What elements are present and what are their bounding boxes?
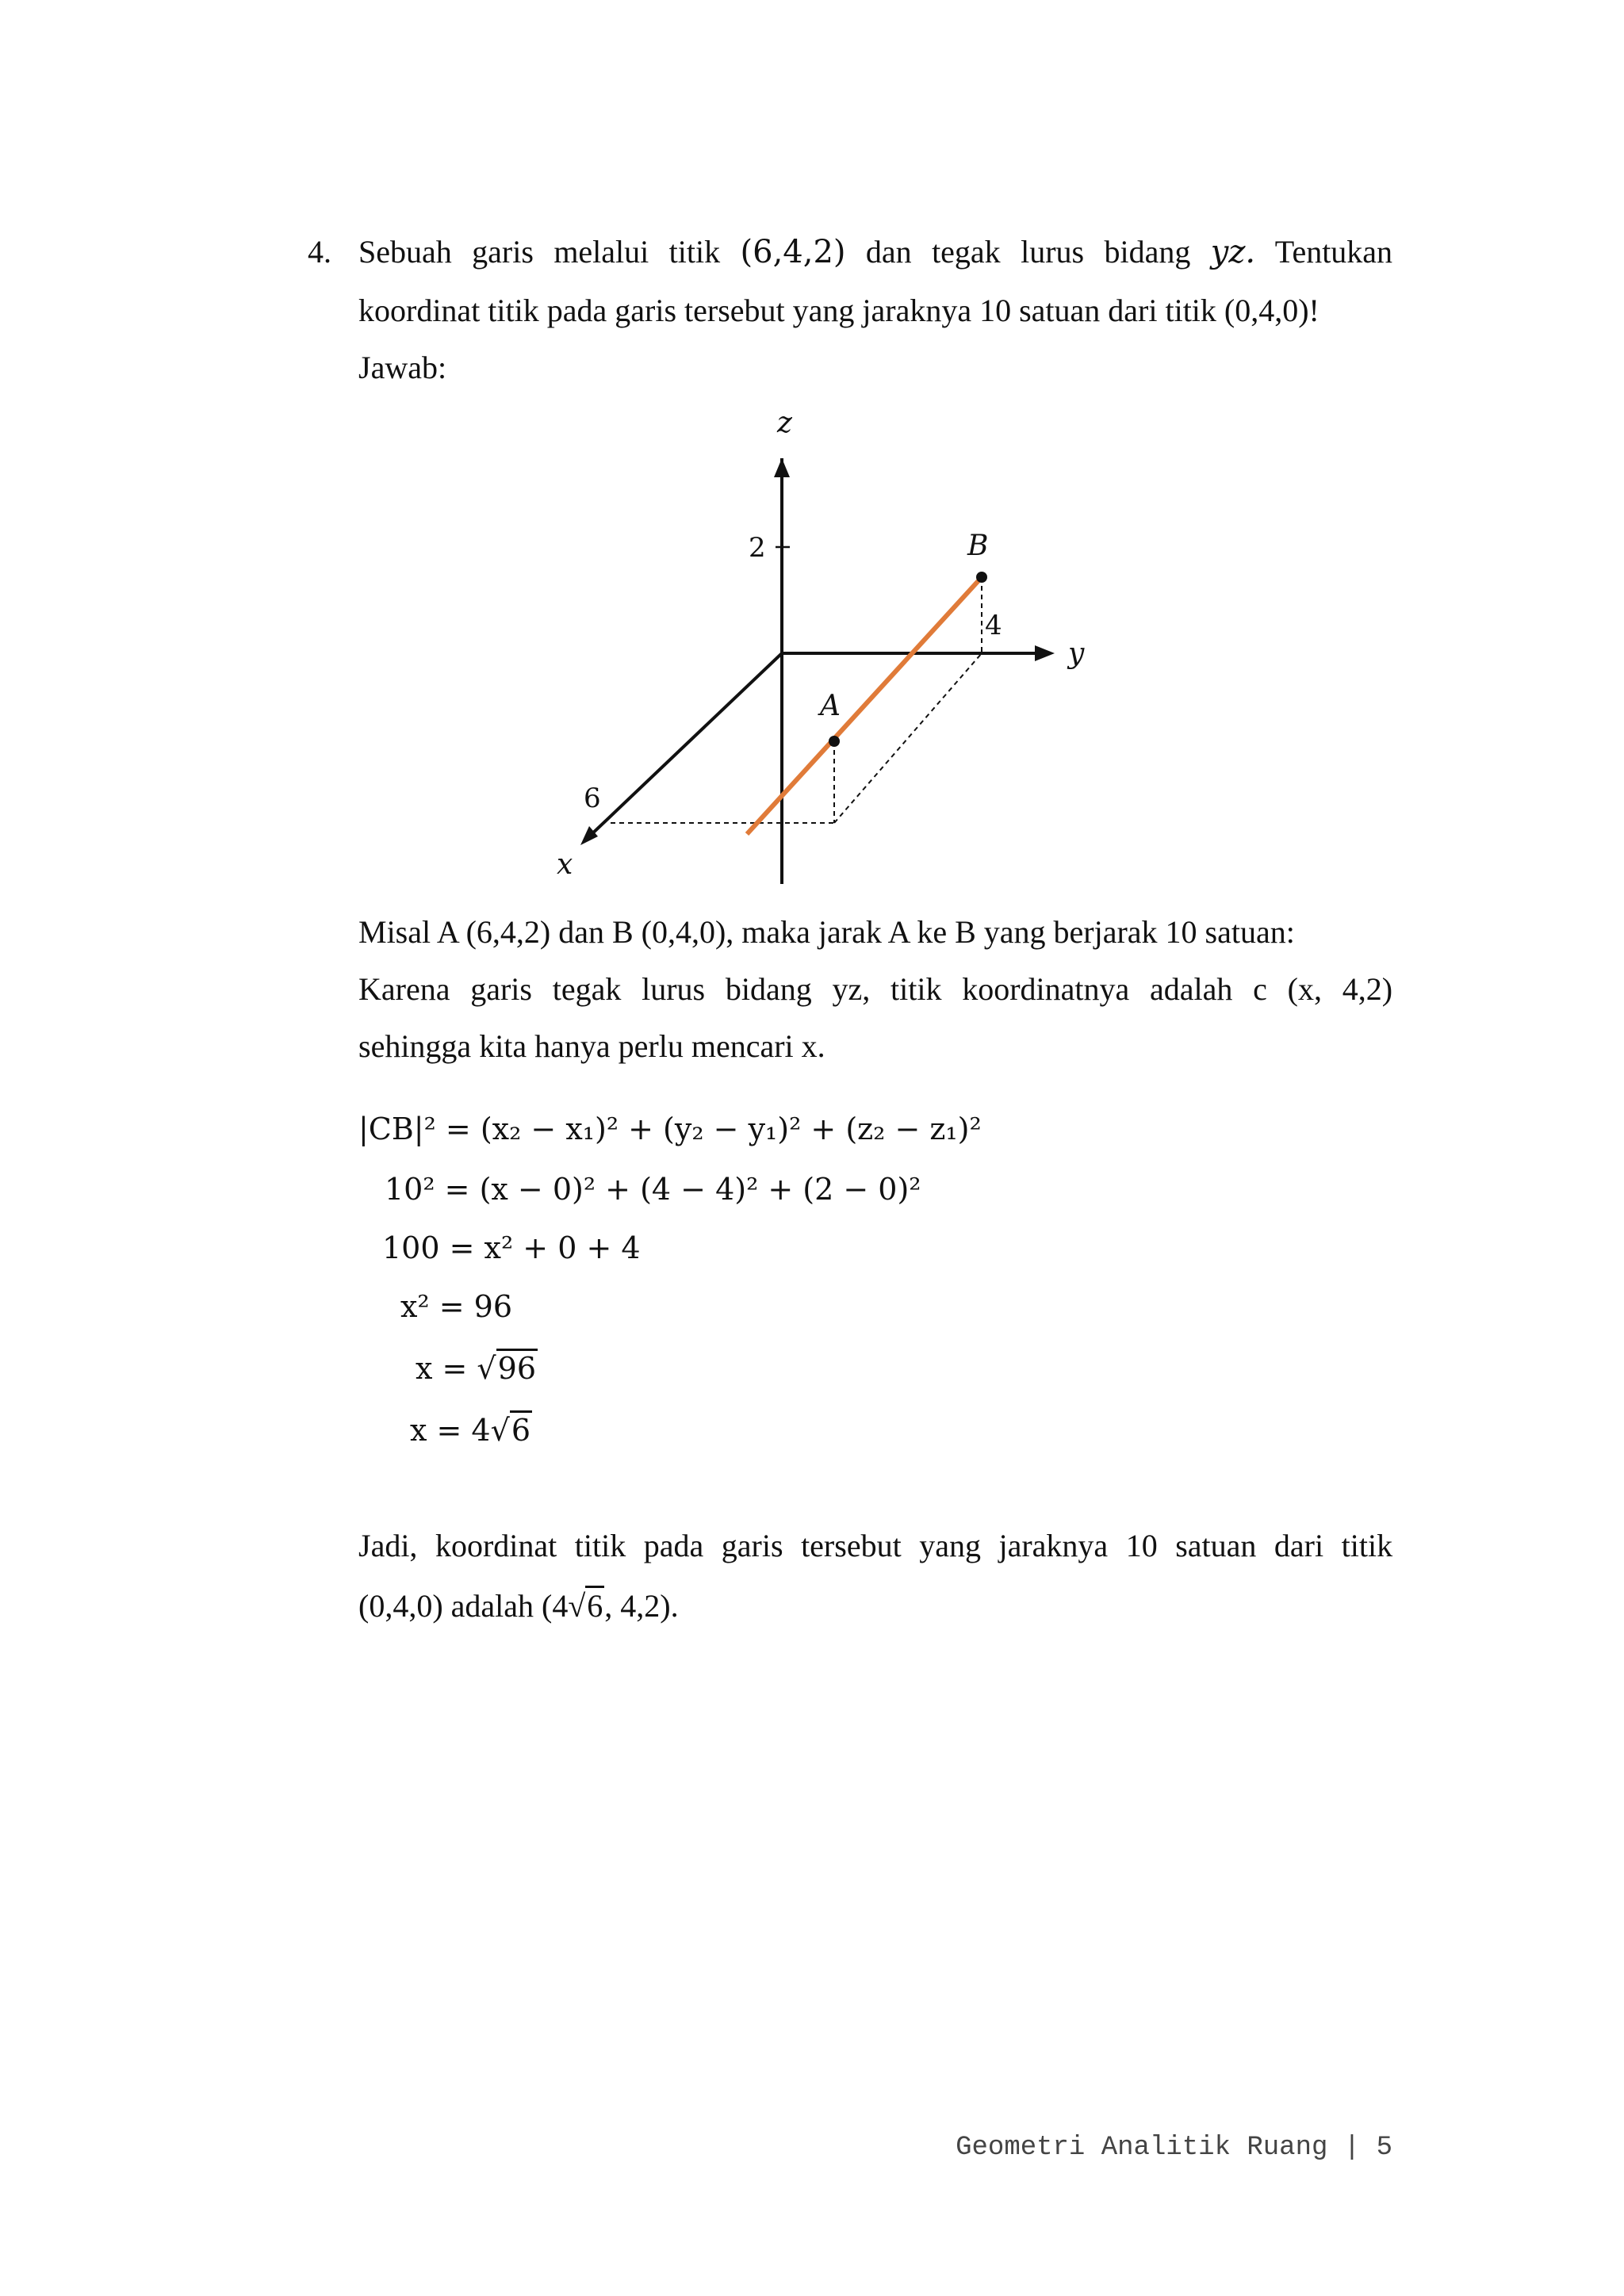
equation-substitution: 10² = (x − 0)² + (4 − 4)² + (2 − 0)²	[385, 1172, 921, 1207]
equation-sqrt-96: x = √96	[416, 1348, 538, 1389]
x-axis	[587, 653, 782, 839]
equation-x-squared: x² = 96	[400, 1289, 513, 1324]
explanation-line-3: sehingga kita hanya perlu mencari x.	[358, 1028, 825, 1064]
explanation-line-2: Karena garis tegak lurus bidang yz, titik koordinatnya adalah c (x, 4,2)	[358, 971, 1393, 1007]
point-a-label: A	[820, 690, 841, 722]
y-axis-label: y	[1068, 637, 1085, 670]
z-axis-label: z	[777, 407, 792, 439]
problem-line-2: koordinat titik pada garis tersebut yang jaraknya 10 satuan dari titik (0,4,0)!	[358, 293, 1320, 328]
answer-label: Jawab:	[358, 350, 447, 385]
page-footer: Geometri Analitik Ruang | 5	[956, 2133, 1392, 2163]
dashed-guides	[611, 577, 982, 823]
point-a	[829, 736, 840, 747]
equation-result: x = 4√6	[410, 1410, 532, 1451]
z-tick-label: 2	[749, 532, 766, 564]
conclusion-line-1: Jadi, koordinat titik pada garis tersebut yang jaraknya 10 satuan dari titik	[358, 1528, 1393, 1563]
equation-simplify: 100 = x² + 0 + 4	[382, 1230, 641, 1265]
point-b	[976, 572, 987, 583]
x-axis-label: x	[557, 848, 573, 881]
x-tick-label: 6	[584, 783, 601, 814]
z-axis-arrow-icon	[774, 458, 790, 477]
explanation-line-1: Misal A (6,4,2) dan B (0,4,0), maka jarak A ke B yang berjarak 10 satuan:	[358, 914, 1295, 950]
y-tick-label: 4	[985, 610, 1002, 641]
conclusion-line-2: (0,4,0) adalah (4√6, 4,2).	[358, 1586, 1392, 1627]
y-axis-arrow-icon	[1035, 645, 1055, 661]
point-b-label: B	[967, 530, 989, 562]
equation-distance-formula: |CB|² = (x₂ − x₁)² + (y₂ − y₁)² + (z₂ − z₁)²	[358, 1112, 982, 1146]
problem-number: 4.	[308, 234, 331, 270]
coordinate-diagram	[547, 404, 1118, 896]
problem-line-1: Sebuah garis melalui titik (6,4,2) dan tegak lurus bidang yz. Tentukan	[358, 234, 1393, 270]
